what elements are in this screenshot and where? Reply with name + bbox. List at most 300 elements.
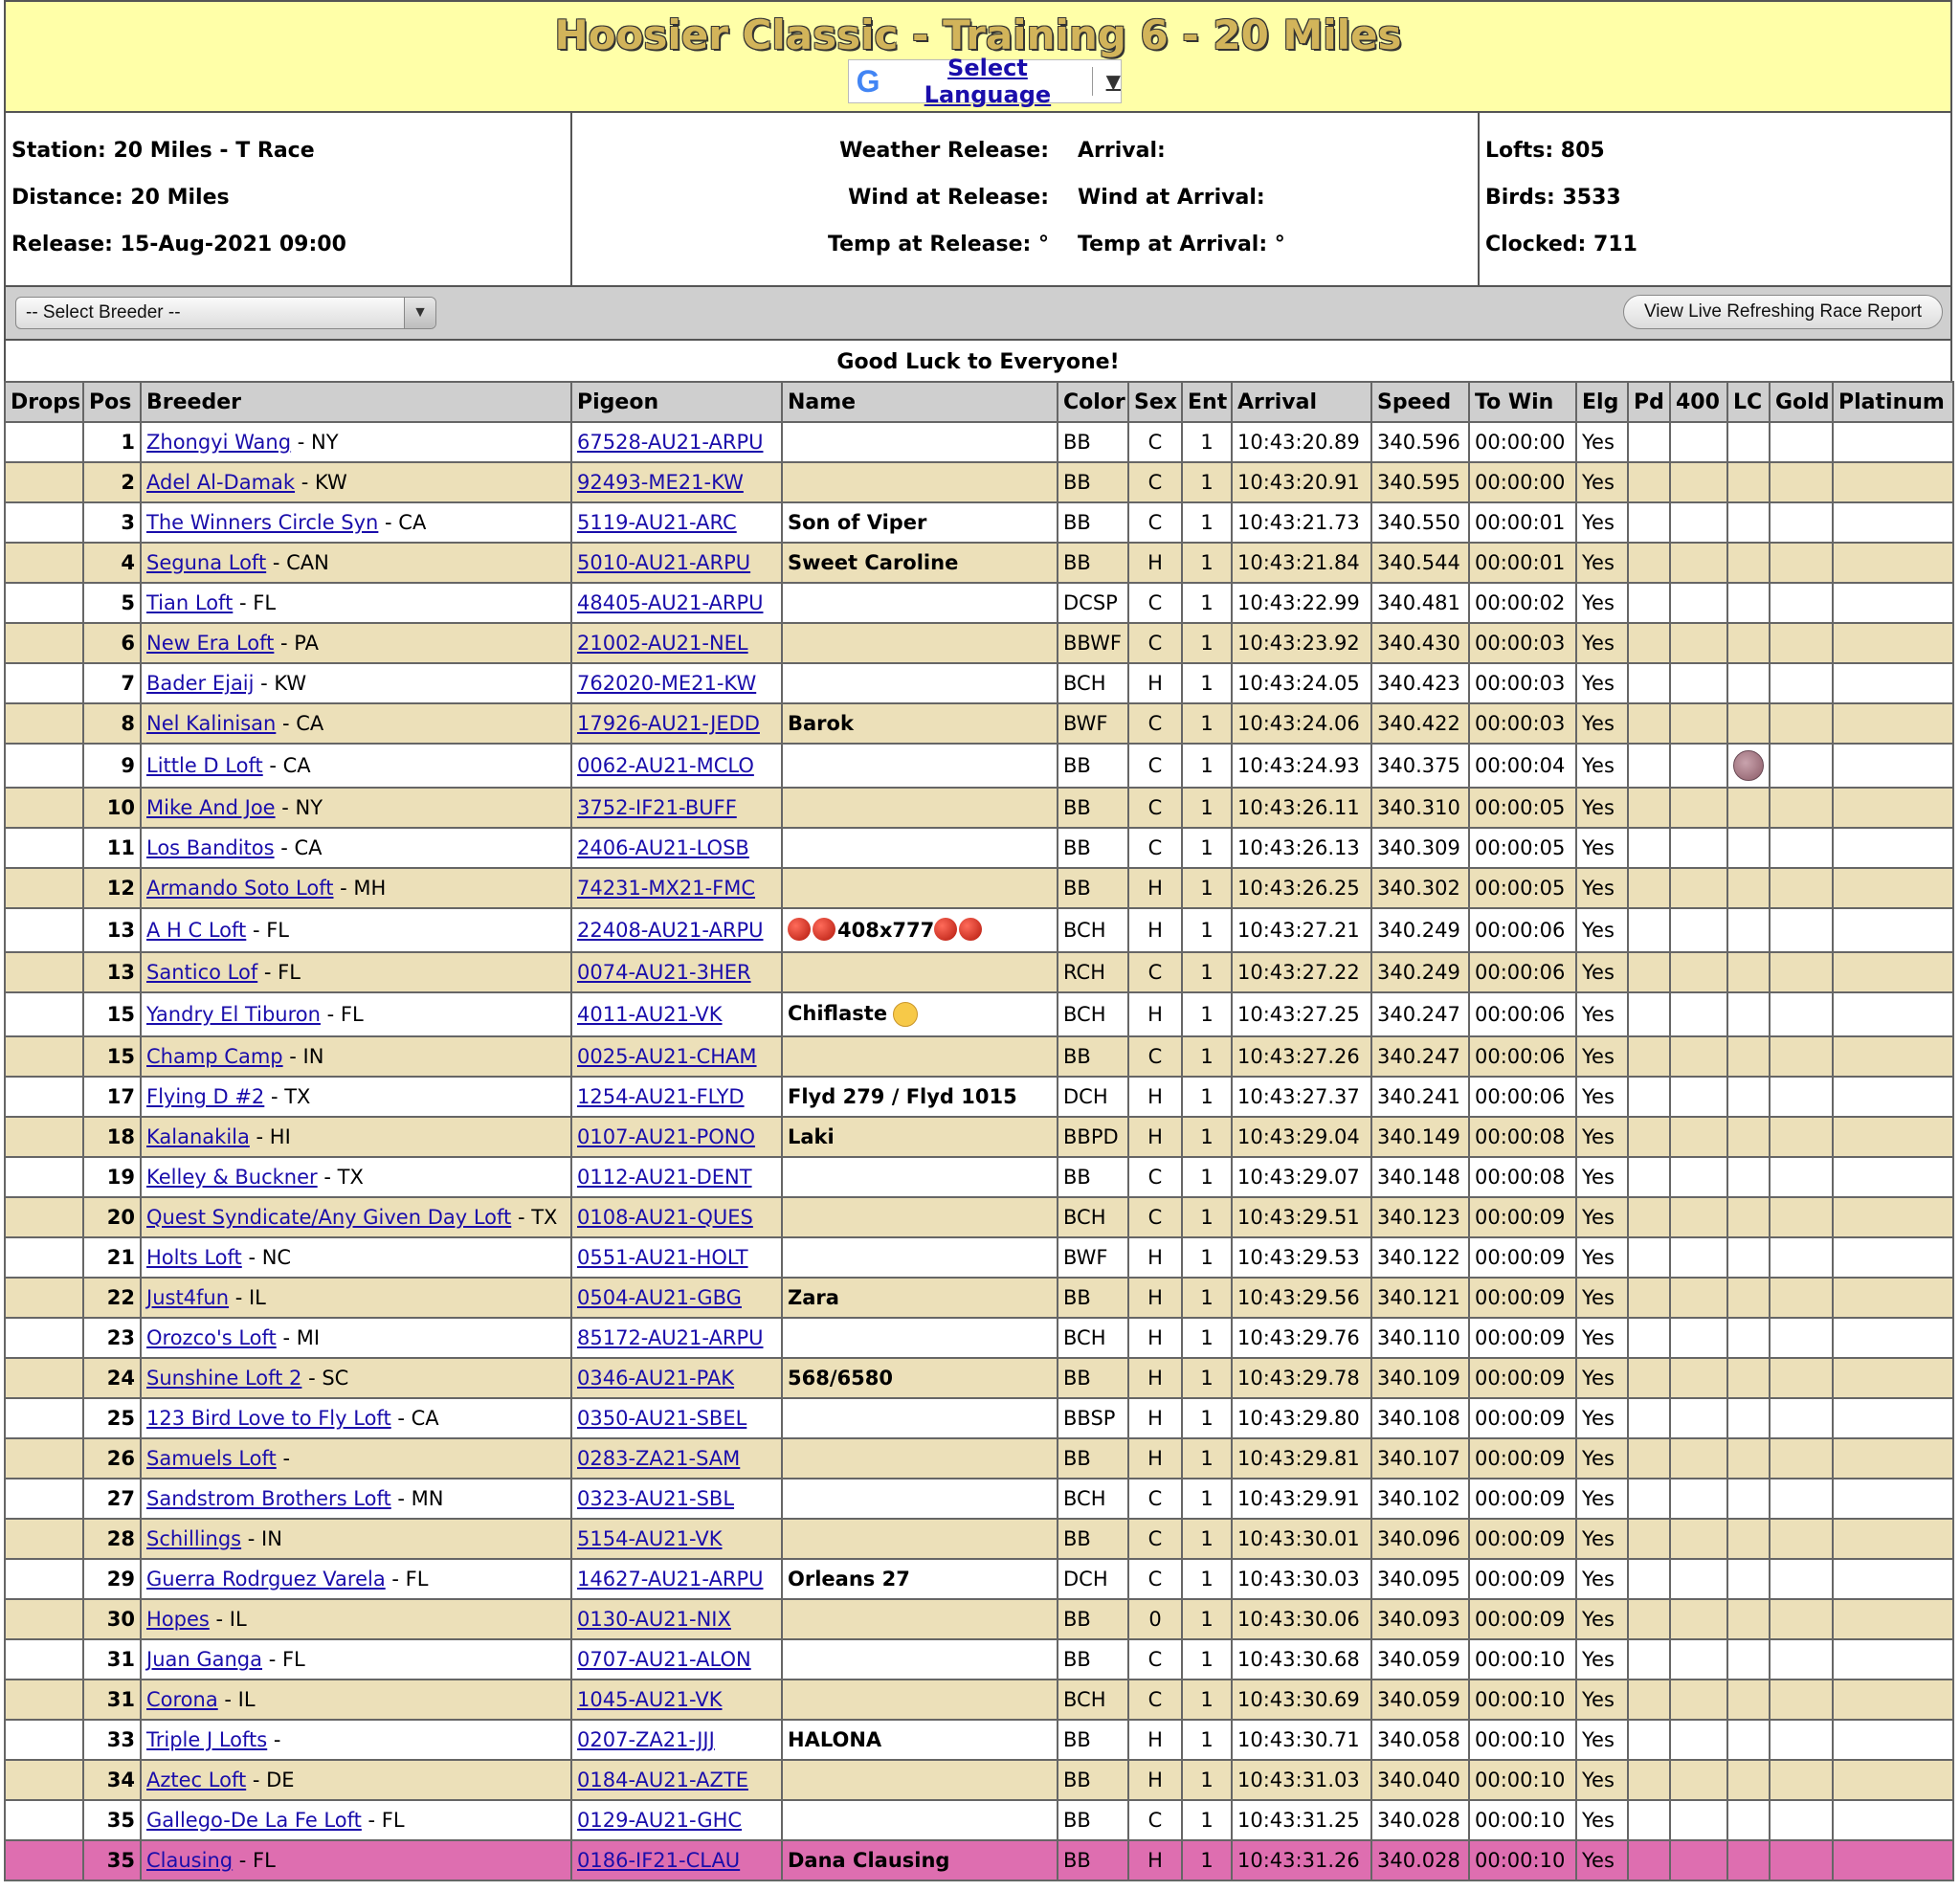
arrival-cell: 10:43:27.37 (1232, 1077, 1371, 1117)
gold-cell (1770, 744, 1833, 788)
pd-cell (1628, 1599, 1670, 1639)
position-cell: 18 (83, 1117, 141, 1157)
pigeon-cell (571, 788, 782, 828)
pigeon-link[interactable]: 0323-AU21-SBL (577, 1487, 735, 1510)
breeder-link[interactable]: Holts Loft (146, 1246, 242, 1269)
breeder-state: - TX (264, 1085, 311, 1108)
apple-icon (788, 918, 811, 941)
arrival-cell: 10:43:26.13 (1232, 828, 1371, 868)
platinum-cell (1833, 1479, 1953, 1519)
gold-cell (1770, 1438, 1833, 1479)
breeder-link[interactable]: The Winners Circle Syn (146, 511, 379, 534)
breeder-link[interactable]: Armando Soto Loft (146, 877, 334, 900)
four-hundred-cell (1670, 462, 1727, 502)
pigeon-link[interactable]: 0207-ZA21-JJJ (577, 1728, 715, 1751)
platinum-cell (1833, 1197, 1953, 1237)
to-win-cell: 00:00:10 (1469, 1639, 1576, 1680)
table-row (5, 952, 1953, 992)
drops-cell (5, 623, 83, 663)
to-win-cell: 00:00:09 (1469, 1358, 1576, 1398)
entries-cell: 1 (1182, 1398, 1232, 1438)
breeder-link[interactable]: Corona (146, 1688, 218, 1711)
breeder-link[interactable]: Samuels Loft (146, 1447, 277, 1470)
pigeon-cell (571, 908, 782, 952)
pigeon-link[interactable]: 85172-AU21-ARPU (577, 1326, 764, 1349)
table-row (5, 623, 1953, 663)
pigeon-link[interactable]: 5010-AU21-ARPU (577, 551, 751, 574)
pigeon-name-cell (782, 1639, 1058, 1680)
to-win-cell: 00:00:06 (1469, 908, 1576, 952)
table-row (5, 1639, 1953, 1680)
eligible-cell: Yes (1576, 1760, 1628, 1800)
table-row (5, 1358, 1953, 1398)
pigeon-link[interactable]: 0551-AU21-HOLT (577, 1246, 748, 1269)
pigeon-link[interactable]: 0107-AU21-PONO (577, 1125, 756, 1148)
to-win-cell: 00:00:08 (1469, 1157, 1576, 1197)
pigeon-link[interactable]: 0074-AU21-3HER (577, 961, 751, 984)
chevron-down-icon[interactable]: ▼ (1105, 70, 1121, 93)
table-row (5, 1398, 1953, 1438)
speed-cell: 340.122 (1371, 1237, 1469, 1278)
drops-cell (5, 744, 83, 788)
platinum-cell (1833, 1398, 1953, 1438)
pigeon-name: 408x777 (837, 918, 935, 942)
position-cell: 11 (83, 828, 141, 868)
live-report-button[interactable]: View Live Refreshing Race Report (1623, 295, 1943, 329)
weather-release-label: Weather Release: (839, 139, 1049, 163)
pigeon-name-cell (782, 1438, 1058, 1479)
pigeon-link[interactable]: 0707-AU21-ALON (577, 1648, 751, 1671)
pd-cell (1628, 744, 1670, 788)
drops-cell (5, 422, 83, 462)
platinum-cell (1833, 663, 1953, 703)
table-row (5, 1680, 1953, 1720)
pigeon-link[interactable]: 1045-AU21-VK (577, 1688, 723, 1711)
position-cell: 17 (83, 1077, 141, 1117)
gold-cell (1770, 1318, 1833, 1358)
pigeon-cell (571, 583, 782, 623)
drops-cell (5, 1559, 83, 1599)
speed-cell: 340.544 (1371, 543, 1469, 583)
speed-cell: 340.422 (1371, 703, 1469, 744)
color-cell: BCH (1058, 1680, 1128, 1720)
pigeon-cell (571, 502, 782, 543)
pigeon-link[interactable]: 0350-AU21-SBEL (577, 1407, 747, 1430)
pigeon-link[interactable]: 0504-AU21-GBG (577, 1286, 742, 1309)
position-cell: 19 (83, 1157, 141, 1197)
pd-cell (1628, 663, 1670, 703)
language-selector[interactable] (848, 55, 1122, 108)
arrival-cell: 10:43:27.21 (1232, 908, 1371, 952)
breeder-cell (141, 1840, 571, 1880)
pigeon-link[interactable]: 74231-MX21-FMC (577, 877, 756, 900)
drops-cell (5, 1720, 83, 1760)
sex-cell: H (1128, 1318, 1182, 1358)
pigeon-link[interactable]: 48405-AU21-ARPU (577, 591, 764, 614)
breeder-link[interactable]: Juan Ganga (146, 1648, 263, 1671)
breeder-cell (141, 1117, 571, 1157)
pigeon-link[interactable]: 0062-AU21-MCLO (577, 754, 754, 777)
drops-cell (5, 502, 83, 543)
table-row (5, 1117, 1953, 1157)
pigeon-name-cell (782, 744, 1058, 788)
pigeon-name: Dana Clausing (788, 1849, 950, 1872)
pigeon-link[interactable]: 0186-IF21-CLAU (577, 1849, 741, 1872)
pd-cell (1628, 1840, 1670, 1880)
birds-count: Birds: 3533 (1485, 186, 1621, 210)
breeder-state: - IN (241, 1527, 282, 1550)
breeder-link[interactable]: Nel Kalinisan (146, 712, 277, 735)
pigeon-link[interactable]: 17926-AU21-JEDD (577, 712, 760, 735)
pigeon-link[interactable]: 1254-AU21-FLYD (577, 1085, 745, 1108)
good-luck-banner: Good Luck to Everyone! (4, 341, 1952, 381)
pigeon-name-cell (782, 1197, 1058, 1237)
eligible-cell: Yes (1576, 908, 1628, 952)
breeder-link[interactable]: Santico Lof (146, 961, 258, 984)
to-win-cell: 00:00:00 (1469, 422, 1576, 462)
pigeon-link[interactable]: 0130-AU21-NIX (577, 1608, 731, 1631)
breeder-state: - TX (317, 1166, 364, 1189)
breeder-link[interactable]: Hopes (146, 1608, 210, 1631)
sex-cell: H (1128, 1117, 1182, 1157)
four-hundred-cell (1670, 1479, 1727, 1519)
sex-cell: C (1128, 1680, 1182, 1720)
column-header-pd: Pd (1628, 382, 1670, 422)
position-cell: 29 (83, 1559, 141, 1599)
to-win-cell: 00:00:09 (1469, 1197, 1576, 1237)
four-hundred-cell (1670, 908, 1727, 952)
pd-cell (1628, 502, 1670, 543)
breeder-link[interactable]: Sunshine Loft 2 (146, 1367, 302, 1390)
pigeon-link[interactable]: 0129-AU21-GHC (577, 1809, 743, 1832)
lc-cell (1727, 952, 1770, 992)
table-row (5, 583, 1953, 623)
breeder-link[interactable]: Flying D #2 (146, 1085, 265, 1108)
eligible-cell: Yes (1576, 543, 1628, 583)
pigeon-cell (571, 462, 782, 502)
color-cell: BB (1058, 1358, 1128, 1398)
pigeon-cell (571, 1077, 782, 1117)
drops-cell (5, 868, 83, 908)
breeder-cell (141, 1358, 571, 1398)
four-hundred-cell (1670, 1398, 1727, 1438)
four-hundred-cell (1670, 1157, 1727, 1197)
table-row (5, 1318, 1953, 1358)
pd-cell (1628, 1559, 1670, 1599)
breeder-cell (141, 502, 571, 543)
pigeon-link[interactable]: 762020-ME21-KW (577, 672, 757, 695)
color-cell: BCH (1058, 1197, 1128, 1237)
entries-cell: 1 (1182, 1840, 1232, 1880)
breeder-link[interactable]: Kelley & Buckner (146, 1166, 318, 1189)
eligible-cell: Yes (1576, 1077, 1628, 1117)
four-hundred-cell (1670, 1358, 1727, 1398)
pigeon-name-cell (782, 1720, 1058, 1760)
breeder-cell (141, 952, 571, 992)
four-hundred-cell (1670, 1438, 1727, 1479)
select-language-link[interactable]: Select Language (924, 55, 1052, 108)
breeder-state: - KW (295, 471, 347, 494)
column-header-pigeon: Pigeon (571, 382, 782, 422)
column-header-to-win: To Win (1469, 382, 1576, 422)
breeder-state: - FL (361, 1809, 405, 1832)
pd-cell (1628, 828, 1670, 868)
breeder-link[interactable]: Zhongyi Wang (146, 431, 292, 454)
sex-cell: H (1128, 1278, 1182, 1318)
pigeon-link[interactable]: 0025-AU21-CHAM (577, 1045, 757, 1068)
color-cell: BB (1058, 1840, 1128, 1880)
table-row (5, 1599, 1953, 1639)
breeder-link[interactable]: Adel Al-Damak (146, 471, 296, 494)
pigeon-link[interactable]: 4011-AU21-VK (577, 1003, 723, 1026)
position-cell: 15 (83, 992, 141, 1036)
pigeon-link[interactable]: 5154-AU21-VK (577, 1527, 723, 1550)
pigeon-link[interactable]: 2406-AU21-LOSB (577, 836, 749, 859)
entries-cell: 1 (1182, 1519, 1232, 1559)
position-cell: 8 (83, 703, 141, 744)
breeder-link[interactable]: Little D Loft (146, 754, 263, 777)
drops-cell (5, 992, 83, 1036)
four-hundred-cell (1670, 1077, 1727, 1117)
pigeon-name-cell (782, 788, 1058, 828)
page-title: Hoosier Classic - Training 6 - 20 Miles (554, 11, 1402, 58)
breeder-select[interactable] (15, 297, 436, 329)
breeder-link[interactable]: Yandry El Tiburon (146, 1003, 321, 1026)
breeder-link[interactable]: Mike And Joe (146, 796, 276, 819)
breeder-link[interactable]: Orozco's Loft (146, 1326, 277, 1349)
breeder-link[interactable]: 123 Bird Love to Fly Loft (146, 1407, 391, 1430)
lc-cell (1727, 1036, 1770, 1077)
four-hundred-cell (1670, 502, 1727, 543)
pigeon-cell (571, 1197, 782, 1237)
lc-cell (1727, 868, 1770, 908)
results-table (4, 381, 1954, 1881)
speed-cell: 340.096 (1371, 1519, 1469, 1559)
speed-cell: 340.375 (1371, 744, 1469, 788)
pigeon-name-cell (782, 952, 1058, 992)
pigeon-link[interactable]: 5119-AU21-ARC (577, 511, 737, 534)
eligible-cell: Yes (1576, 1479, 1628, 1519)
breeder-cell (141, 663, 571, 703)
breeder-link[interactable]: Sandstrom Brothers Loft (146, 1487, 391, 1510)
breeder-link[interactable]: Clausing (146, 1849, 234, 1872)
pigeon-name-cell (782, 1599, 1058, 1639)
breeder-link[interactable]: Tian Loft (146, 591, 234, 614)
column-header-gold: Gold (1770, 382, 1833, 422)
eligible-cell: Yes (1576, 1157, 1628, 1197)
position-cell: 3 (83, 502, 141, 543)
arrival-cell: 10:43:20.89 (1232, 422, 1371, 462)
position-cell: 24 (83, 1358, 141, 1398)
drops-cell (5, 543, 83, 583)
pigeon-name: Barok (788, 712, 854, 735)
breeder-link[interactable]: Los Banditos (146, 836, 275, 859)
color-cell: BB (1058, 502, 1128, 543)
temp-arrival-label: Temp at Arrival: ° (1078, 233, 1285, 256)
breeder-link[interactable]: Quest Syndicate/Any Given Day Loft (146, 1206, 512, 1229)
column-header-elg: Elg (1576, 382, 1628, 422)
breeder-link[interactable]: Kalanakila (146, 1125, 250, 1148)
entries-cell: 1 (1182, 543, 1232, 583)
lc-cell (1727, 1800, 1770, 1840)
color-cell: BBPD (1058, 1117, 1128, 1157)
pigeon-name-cell (782, 1318, 1058, 1358)
drops-cell (5, 828, 83, 868)
platinum-cell (1833, 1117, 1953, 1157)
pigeon-link[interactable]: 3752-IF21-BUFF (577, 796, 737, 819)
dropdown-arrow-icon[interactable]: ▼ (404, 298, 435, 328)
pigeon-link[interactable]: 14627-AU21-ARPU (577, 1568, 764, 1591)
entries-cell: 1 (1182, 868, 1232, 908)
arrival-cell: 10:43:29.53 (1232, 1237, 1371, 1278)
pigeon-name-cell (782, 868, 1058, 908)
breeder-link[interactable]: Schillings (146, 1527, 242, 1550)
breeder-link[interactable]: Triple J Lofts (146, 1728, 268, 1751)
pigeon-link[interactable]: 0283-ZA21-SAM (577, 1447, 741, 1470)
color-cell: BB (1058, 1278, 1128, 1318)
table-row (5, 1840, 1953, 1880)
speed-cell: 340.247 (1371, 1036, 1469, 1077)
color-cell: RCH (1058, 952, 1128, 992)
breeder-cell (141, 1479, 571, 1519)
speed-cell: 340.148 (1371, 1157, 1469, 1197)
drops-cell (5, 703, 83, 744)
pigeon-name-cell (782, 1117, 1058, 1157)
color-cell: BB (1058, 744, 1128, 788)
gold-cell (1770, 828, 1833, 868)
sex-cell: C (1128, 1157, 1182, 1197)
gold-cell (1770, 1760, 1833, 1800)
eligible-cell: Yes (1576, 703, 1628, 744)
pigeon-cell (571, 422, 782, 462)
lc-cell (1727, 1680, 1770, 1720)
pigeon-link[interactable]: 0346-AU21-PAK (577, 1367, 735, 1390)
pd-cell (1628, 992, 1670, 1036)
pd-cell (1628, 1398, 1670, 1438)
speed-cell: 340.058 (1371, 1720, 1469, 1760)
gold-cell (1770, 1278, 1833, 1318)
breeder-link[interactable]: Aztec Loft (146, 1769, 247, 1791)
arrival-cell: 10:43:29.04 (1232, 1117, 1371, 1157)
entries-cell: 1 (1182, 1117, 1232, 1157)
speed-cell: 340.109 (1371, 1358, 1469, 1398)
column-header-ent: Ent (1182, 382, 1232, 422)
position-cell: 2 (83, 462, 141, 502)
pd-cell (1628, 868, 1670, 908)
lc-cell (1727, 828, 1770, 868)
to-win-cell: 00:00:06 (1469, 1077, 1576, 1117)
lc-cell (1727, 908, 1770, 952)
arrival-cell: 10:43:26.25 (1232, 868, 1371, 908)
arrival-cell: 10:43:29.91 (1232, 1479, 1371, 1519)
platinum-cell (1833, 502, 1953, 543)
race-stats (1480, 113, 1950, 285)
breeder-link[interactable]: New Era Loft (146, 632, 275, 655)
lc-cell (1727, 1760, 1770, 1800)
position-cell: 13 (83, 908, 141, 952)
platinum-cell (1833, 992, 1953, 1036)
pigeon-link[interactable]: 67528-AU21-ARPU (577, 431, 764, 454)
entries-cell: 1 (1182, 502, 1232, 543)
table-row (5, 992, 1953, 1036)
table-row (5, 663, 1953, 703)
entries-cell: 1 (1182, 1237, 1232, 1278)
pd-cell (1628, 1760, 1670, 1800)
page-header (4, 0, 1952, 113)
entries-cell: 1 (1182, 788, 1232, 828)
pigeon-name-cell (782, 1680, 1058, 1720)
color-cell: BB (1058, 1157, 1128, 1197)
table-row (5, 1237, 1953, 1278)
eligible-cell: Yes (1576, 623, 1628, 663)
pigeon-cell (571, 1680, 782, 1720)
to-win-cell: 00:00:06 (1469, 992, 1576, 1036)
pd-cell (1628, 908, 1670, 952)
position-cell: 28 (83, 1519, 141, 1559)
pigeon-cell (571, 1398, 782, 1438)
color-cell: BB (1058, 422, 1128, 462)
breeder-link[interactable]: Seguna Loft (146, 551, 267, 574)
sex-cell: C (1128, 1559, 1182, 1599)
position-cell: 13 (83, 952, 141, 992)
entries-cell: 1 (1182, 703, 1232, 744)
column-header-pos: Pos (83, 382, 141, 422)
eligible-cell: Yes (1576, 1237, 1628, 1278)
four-hundred-cell (1670, 1318, 1727, 1358)
table-row (5, 1278, 1953, 1318)
pigeon-name-cell (782, 623, 1058, 663)
four-hundred-cell (1670, 952, 1727, 992)
lc-cell (1727, 1237, 1770, 1278)
speed-cell: 340.249 (1371, 908, 1469, 952)
breeder-cell (141, 1680, 571, 1720)
pigeon-link[interactable]: 21002-AU21-NEL (577, 632, 748, 655)
breeder-link[interactable]: Guerra Rodrguez Varela (146, 1568, 386, 1591)
four-hundred-cell (1670, 1237, 1727, 1278)
sex-cell: C (1128, 583, 1182, 623)
lc-cell (1727, 1077, 1770, 1117)
four-hundred-cell (1670, 422, 1727, 462)
entries-cell: 1 (1182, 1438, 1232, 1479)
gold-cell (1770, 788, 1833, 828)
pigeon-link[interactable]: 0184-AU21-AZTE (577, 1769, 748, 1791)
pigeon-link[interactable]: 0112-AU21-DENT (577, 1166, 752, 1189)
arrival-cell: 10:43:21.84 (1232, 543, 1371, 583)
sex-cell: C (1128, 1800, 1182, 1840)
breeder-link[interactable]: A H C Loft (146, 919, 247, 942)
breeder-link[interactable]: Bader Ejaij (146, 672, 255, 695)
lc-cell (1727, 1599, 1770, 1639)
breeder-state: - IN (282, 1045, 324, 1068)
pigeon-link[interactable]: 0108-AU21-QUES (577, 1206, 753, 1229)
breeder-link[interactable]: Just4fun (146, 1286, 230, 1309)
pigeon-name-cell (782, 1237, 1058, 1278)
pigeon-cell (571, 1438, 782, 1479)
position-cell: 10 (83, 788, 141, 828)
pigeon-name-cell (782, 1358, 1058, 1398)
breeder-link[interactable]: Champ Camp (146, 1045, 283, 1068)
sex-cell: H (1128, 908, 1182, 952)
arrival-cell: 10:43:27.22 (1232, 952, 1371, 992)
pd-cell (1628, 1438, 1670, 1479)
entries-cell: 1 (1182, 1197, 1232, 1237)
table-row (5, 868, 1953, 908)
pigeon-link[interactable]: 92493-ME21-KW (577, 471, 744, 494)
pigeon-link[interactable]: 22408-AU21-ARPU (577, 919, 764, 942)
table-row (5, 1519, 1953, 1559)
pigeon-name-cell (782, 1800, 1058, 1840)
breeder-link[interactable]: Gallego-De La Fe Loft (146, 1809, 362, 1832)
